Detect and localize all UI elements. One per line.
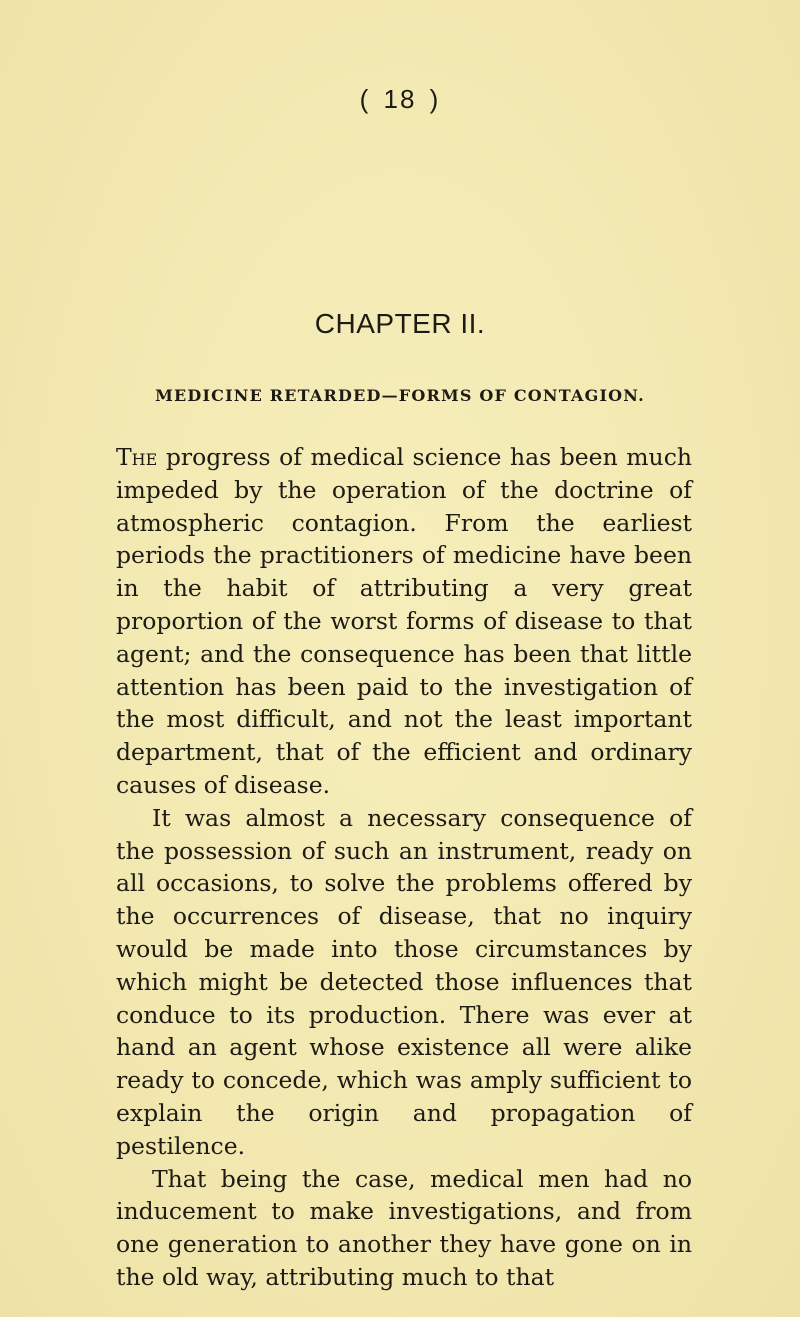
page-number: ( 18 ): [359, 84, 441, 114]
chapter-title: CHAPTER II.: [314, 308, 486, 339]
paragraph-2: It was almost a necessary consequence of the possession of such an instrument, ready on all occasions, to solve the problems offered by the occurrences of disease, that no inquiry would be made into those circumstances by which might be detected those influences that conduce to its production. There was ever at hand an agent whose existence all were alike ready to concede, which was amply sufficient to explain the origin and propagation of pestilence.: [116, 803, 692, 1160]
paragraph-1-lead: The: [116, 443, 158, 471]
paragraph-1: [116, 441, 692, 802]
paragraph-3: That being the case, medical men had no inducement to make investigations, and from one generation to another they have gone on in the old way, attributing much to that: [116, 1164, 692, 1291]
body-text: [116, 441, 692, 1294]
chapter-subheading: MEDICINE RETARDED—FORMS OF CONTAGION.: [155, 386, 645, 405]
paragraph-1-text: progress of medical science has been much impeded by the operation of the doctrine of atmospheric contagion. From the earliest periods the practitioners of medicine have been in the habit of attributing a very great proportion of the worst forms of disease to that agent; and the consequence has been that little attention has been paid to the investigation of the most difficult, and not the least important department, that of the efficient and ordinary causes of disease.: [116, 443, 692, 799]
